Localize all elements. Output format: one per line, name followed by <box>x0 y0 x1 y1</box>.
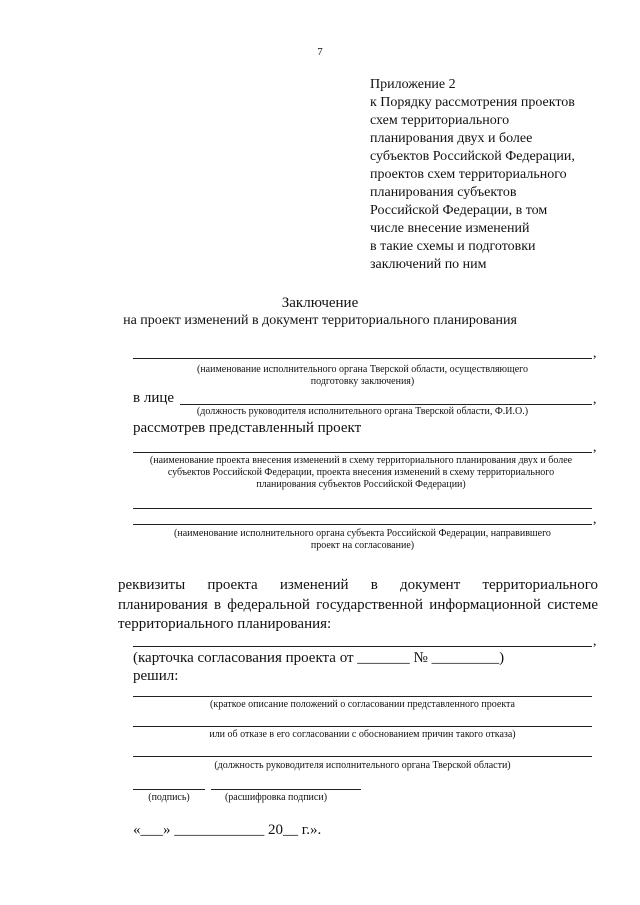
comma: , <box>593 634 597 649</box>
document-title: Заключение <box>281 295 359 311</box>
head-position-caption: (должность руководителя исполнительного органа Тверской области, Ф.И.О.) <box>196 406 529 417</box>
decision-caption: или об отказе в его согласовании с обоснованием причин такого отказа) <box>209 729 516 740</box>
requisites-text: реквизиты проекта изменений в документ территориального <box>118 577 598 593</box>
in-person-label: в лице <box>133 390 175 406</box>
decision-caption: (краткое описание положений о согласовании представленного проекта <box>210 699 515 710</box>
page-number: 7 <box>317 46 323 58</box>
sender-caption: проект на согласование) <box>310 540 415 551</box>
requisites-text: территориального планирования: <box>118 616 332 632</box>
sender-line-1[interactable] <box>133 508 592 509</box>
signature-decode-line[interactable] <box>211 789 361 790</box>
project-caption: (наименование проекта внесения изменений в схему территориального планирования двух и более <box>149 455 573 466</box>
authority-caption: (наименование исполнительного органа Тверской области, осуществляющего <box>196 364 529 375</box>
sender-line-2[interactable] <box>133 524 592 525</box>
head-position-caption-2: (должность руководителя исполнительного органа Тверской области) <box>214 760 511 771</box>
comma: , <box>593 346 597 361</box>
project-name-line[interactable] <box>133 452 592 453</box>
head-position-line[interactable] <box>180 404 592 405</box>
considered-label: рассмотрев представленный проект <box>133 420 362 436</box>
project-caption: субъектов Российской Федерации, проекта внесения изменений в схему территориального <box>167 467 555 478</box>
annex-line: к Порядку рассмотрения проектов <box>370 95 575 110</box>
authority-caption: подготовку заключения) <box>310 376 415 387</box>
comma: , <box>593 512 597 527</box>
head-position-line-2[interactable] <box>133 756 592 757</box>
annex-line: заключений по ним <box>370 257 487 272</box>
annex-line: субъектов Российской Федерации, <box>370 149 575 164</box>
date-line: «___» ____________ 20__ г.». <box>133 822 322 838</box>
annex-line: Российской Федерации, в том <box>370 203 548 218</box>
annex-line: схем территориального <box>370 113 510 128</box>
signature-caption: (подпись) <box>148 792 190 803</box>
annex-line: планирования субъектов <box>370 185 517 200</box>
comma: , <box>593 440 597 455</box>
signature-decode-caption: (расшифровка подписи) <box>224 792 328 803</box>
approval-card-line: (карточка согласования проекта от _______ № _________) <box>133 650 505 666</box>
comma: , <box>593 392 597 407</box>
sender-caption: (наименование исполнительного органа субъекта Российской Федерации, направившего <box>174 528 551 539</box>
annex-header <box>370 76 630 274</box>
requisites-text: планирования в федеральной государственной информационной системе <box>118 597 598 613</box>
requisites-line[interactable] <box>133 646 592 647</box>
annex-line: Приложение 2 <box>370 77 456 92</box>
decided-label: решил: <box>133 668 179 684</box>
annex-line: проектов схем территориального <box>370 167 567 182</box>
decision-line-1[interactable] <box>133 696 592 697</box>
signature-line[interactable] <box>133 789 205 790</box>
project-caption: планирования субъектов Российской Федерации) <box>256 479 466 490</box>
document-subtitle: на проект изменений в документ территориального планирования <box>123 313 517 328</box>
annex-line: в такие схемы и подготовки <box>370 239 536 254</box>
annex-line: числе внесение изменений <box>370 221 530 236</box>
annex-line: планирования двух и более <box>370 131 533 146</box>
decision-line-2[interactable] <box>133 726 592 727</box>
authority-name-line[interactable] <box>133 358 592 359</box>
